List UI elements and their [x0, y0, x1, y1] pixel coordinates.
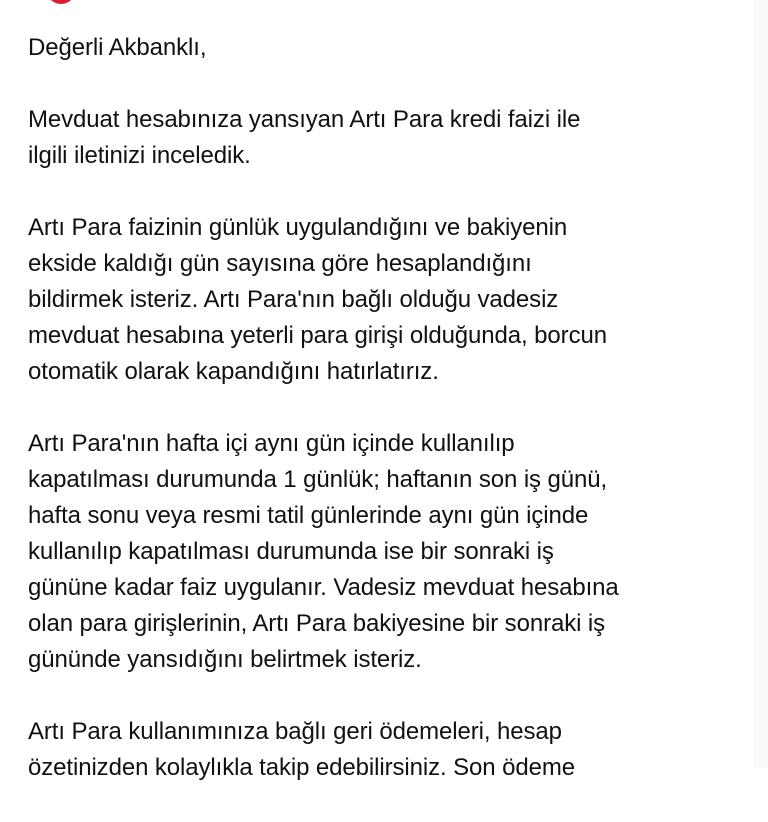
sender-avatar: [48, 0, 74, 4]
text-line: otomatik olarak kapandığını hatırlatırız.: [28, 358, 439, 385]
scroll-gutter: [754, 0, 768, 768]
greeting: [28, 30, 748, 66]
text-line: Mevduat hesabınıza yansıyan Artı Para kredi faizi ile: [28, 106, 581, 133]
text-line: olan para girişlerinin, Artı Para bakiyesine bir sonraki iş: [28, 610, 606, 637]
text-line: hafta sonu veya resmi tatil günlerinde aynı gün içinde: [28, 502, 589, 529]
text-line: Artı Para'nın hafta içi aynı gün içinde kullanılıp: [28, 430, 515, 457]
text-line: mevduat hesabına yeterli para girişi olduğunda, borcun: [28, 322, 607, 349]
text-line: ekside kaldığı gün sayısına göre hesaplandığını: [28, 250, 532, 277]
text-line: kullanılıp kapatılması durumunda ise bir sonraki iş: [28, 538, 554, 565]
greeting-text: Değerli Akbanklı,: [28, 34, 207, 61]
message-body: [28, 30, 748, 822]
paragraph-3: [28, 426, 748, 678]
text-line: kapatılması durumunda 1 günlük; haftanın son iş günü,: [28, 466, 608, 493]
text-line: Artı Para faizinin günlük uygulandığını ve bakiyenin: [28, 214, 568, 241]
text-line: bildirmek isteriz. Artı Para'nın bağlı olduğu vadesiz: [28, 286, 559, 313]
paragraph-1: [28, 102, 748, 174]
text-line: gününde yansıdığını belirtmek isteriz.: [28, 646, 422, 673]
text-line: özetinizden kolaylıkla takip edebilirsiniz. Son ödeme: [28, 754, 576, 781]
paragraph-2: [28, 210, 748, 390]
text-line: Artı Para kullanımınıza bağlı geri ödemeleri, hesap: [28, 718, 562, 745]
text-line: ilgili iletinizi inceledik.: [28, 142, 251, 169]
paragraph-4: [28, 714, 748, 786]
text-line: gününe kadar faiz uygulanır. Vadesiz mevduat hesabına: [28, 574, 619, 601]
